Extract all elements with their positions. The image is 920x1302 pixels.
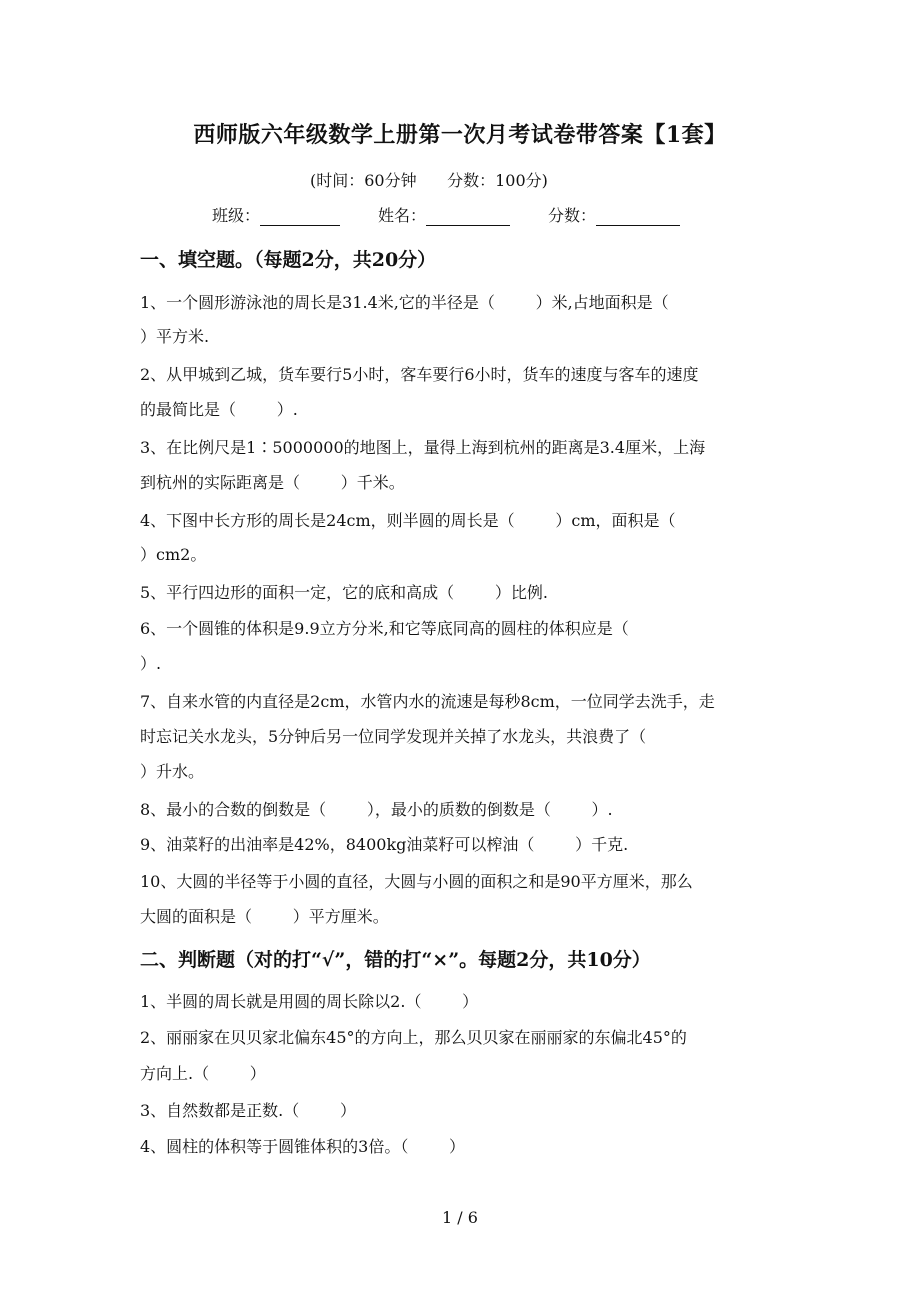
name-blank — [426, 207, 510, 226]
question-line: 的最简比是（ ）. — [140, 400, 298, 419]
question-line: 7、自来水管的内直径是2cm，水管内水的流速是每秒8cm，一位同学去洗手，走 — [140, 692, 715, 711]
question-line: ）平方米. — [140, 327, 210, 346]
score-label: 分数： — [548, 206, 597, 225]
student-info-row — [212, 203, 680, 226]
class-blank — [260, 207, 340, 226]
question-line: 9、油菜籽的出油率是42%，8400kg油菜籽可以榨油（ ）千克. — [140, 835, 629, 854]
section-heading: 二、判断题（对的打“√”，错的打“×”。每题2分，共10分） — [140, 949, 651, 971]
question-line: ）升水。 — [140, 762, 205, 781]
page-number: 1 / 6 — [442, 1208, 478, 1227]
score-blank — [596, 207, 680, 226]
question-line: 1、半圆的周长就是用圆的周长除以2.（ ） — [140, 992, 479, 1011]
class-label: 班级： — [212, 206, 261, 225]
question-line: 5、平行四边形的面积一定，它的底和高成（ ）比例. — [140, 583, 548, 602]
question-line: 3、在比例尺是1∶5000000的地图上，量得上海到杭州的距离是3.4厘米，上海 — [140, 438, 706, 457]
question-line: 4、下图中长方形的周长是24cm，则半圆的周长是（ ）cm，面积是（ — [140, 511, 676, 530]
question-line: 大圆的面积是（ ）平方厘米。 — [140, 907, 389, 926]
question-line: 4、圆柱的体积等于圆锥体积的3倍。（ ） — [140, 1137, 466, 1156]
question-line: 2、从甲城到乙城，货车要行5小时，客车要行6小时，货车的速度与客车的速度 — [140, 365, 699, 384]
question-line: 6、一个圆锥的体积是9.9立方分米,和它等底同高的圆柱的体积应是（ — [140, 619, 629, 638]
question-line: 时忘记关水龙头，5分钟后另一位同学发现并关掉了水龙头，共浪费了（ — [140, 727, 647, 746]
section-heading: 一、填空题。（每题2分，共20分） — [140, 249, 437, 271]
question-line: 10、大圆的半径等于小圆的直径，大圆与小圆的面积之和是90平方厘米，那么 — [140, 872, 693, 891]
question-line: 3、自然数都是正数.（ ） — [140, 1101, 356, 1120]
question-line: 2、丽丽家在贝贝家北偏东45°的方向上，那么贝贝家在丽丽家的东偏北45°的 — [140, 1028, 687, 1047]
question-line: 1、一个圆形游泳池的周长是31.4米,它的半径是（ ）米,占地面积是（ — [140, 293, 669, 312]
question-line: ）. — [140, 654, 162, 673]
question-line: 方向上.（ ） — [140, 1064, 266, 1083]
question-line: ）cm2。 — [140, 545, 207, 564]
name-label: 姓名： — [378, 206, 427, 225]
exam-meta: (时间：60分钟 分数：100分) — [310, 171, 548, 190]
page-title: 西师版六年级数学上册第一次月考试卷带答案【1套】 — [193, 122, 727, 148]
question-line: 8、最小的合数的倒数是（ ），最小的质数的倒数是（ ）. — [140, 800, 613, 819]
question-line: 到杭州的实际距离是（ ）千米。 — [140, 473, 405, 492]
